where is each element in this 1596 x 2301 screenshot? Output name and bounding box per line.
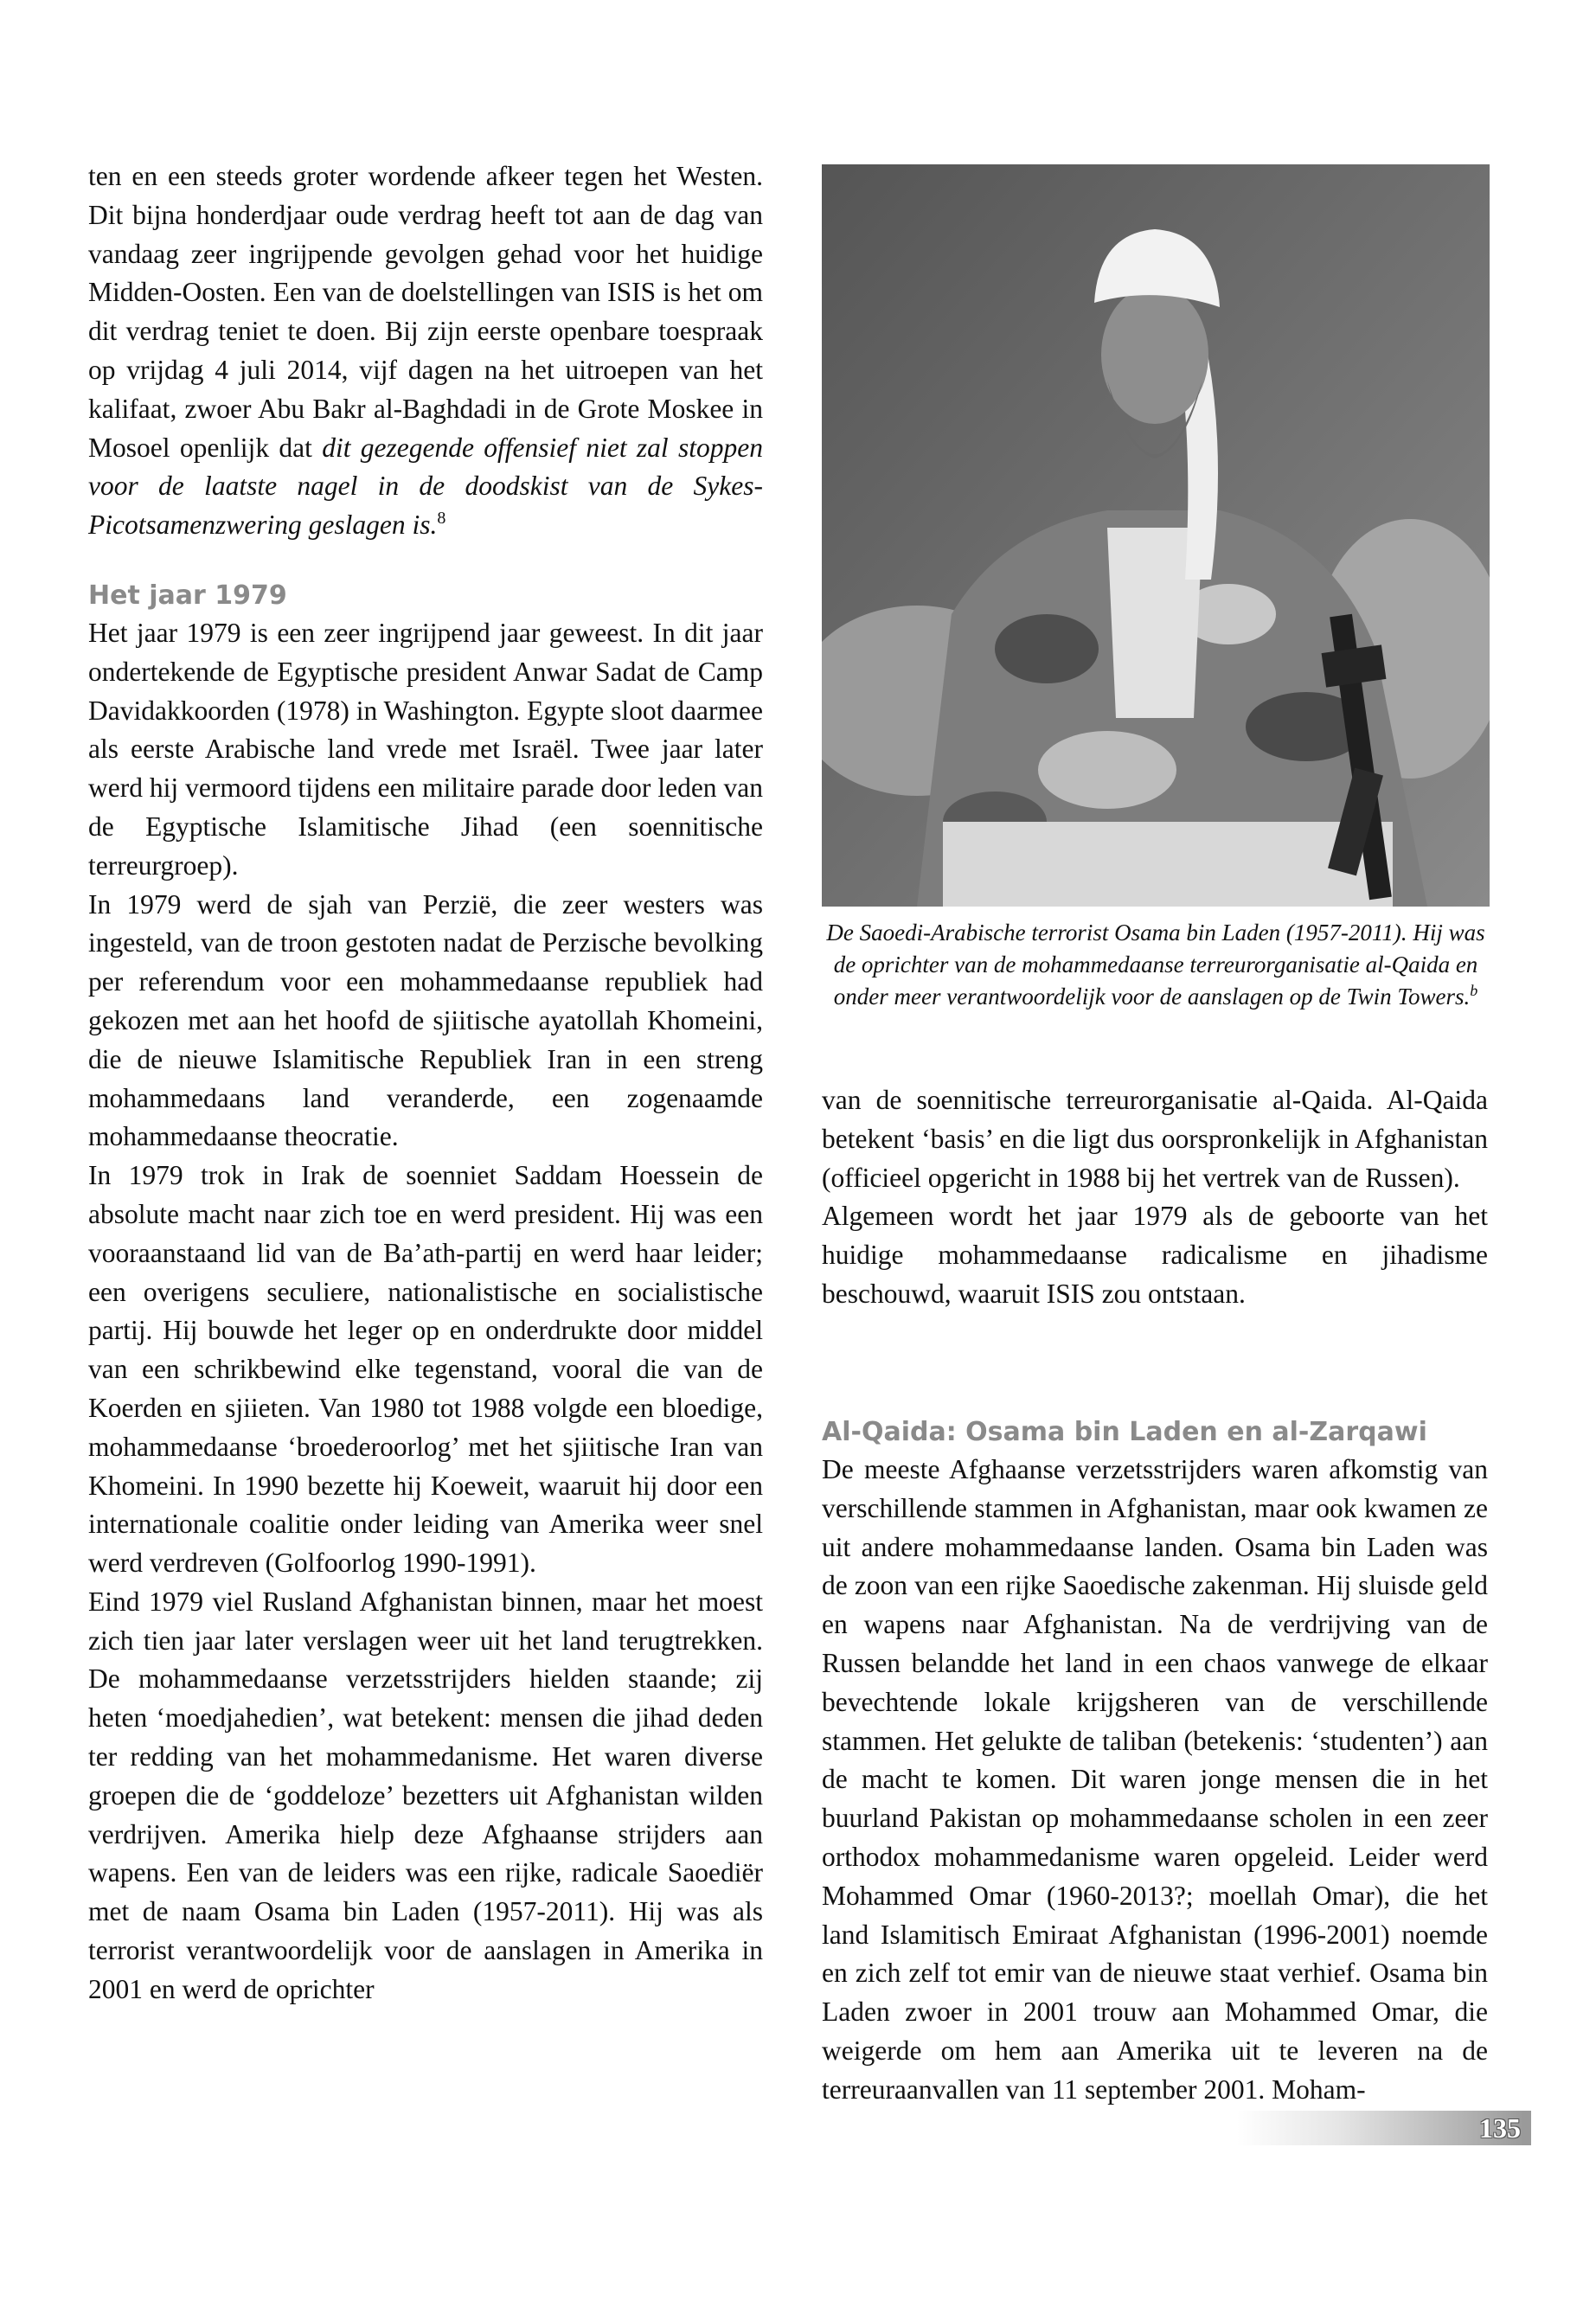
paragraph: Het jaar 1979 is een zeer ingrijpend jaar geweest. In dit jaar ondertekende de Egyptische president Anwar Sadat de Camp Davidakkoorden (1978) in Washington. Egypte sloot daarmee als eerste Arabische land vrede met Israël. Twee jaar later werd hij vermoord tijdens een militaire parade door leden van de Egyptische Islamitische Jihad (een soennitische terreurgroep). (88, 617, 763, 881)
footnote-marker: 8 (437, 509, 446, 529)
section-heading-alqaida: Al-Qaida: Osama bin Laden en al-Zarqawi (822, 1417, 1427, 1447)
paragraph: Eind 1979 viel Rusland Afghanistan binnen, maar het moest zich tien jaar later verslagen weer uit het land terugtrekken. De mohammedaanse verzetsstrijders hielden staande; zij heten ‘moedjahedien’, wat betekent: mensen die jihad deden ter redding van het mohammedanisme. Het waren diverse groepen die de ‘goddeloze’ bezetters uit Afghanistan wilden verdrijven. Amerika hielp deze Afghaanse strijders aan wapens. Een van de leiders was een rijke, radicale Saoediër met de naam Osama bin Laden (1957-2011). Hij was als terrorist verantwoordelijk voor de aanslagen in Amerika in 2001 en werd de oprichter (88, 1586, 763, 2004)
left-column (88, 157, 763, 2009)
section-heading-1979: Het jaar 1979 (88, 580, 287, 611)
footnote-marker: b (1470, 982, 1478, 999)
page-number: 135 (1479, 2112, 1521, 2144)
right-column-top (822, 1081, 1488, 1314)
paragraph: In 1979 trok in Irak de soenniet Saddam Hoessein de absolute macht naar zich toe en werd president. Hij was een vooraanstaand lid van de Ba’ath-partij en werd haar leider; een overigens seculiere, nationalistische en socialistische partij. Hij bouwde het leger op en onderdrukte door middel van een schrikbewind elke tegenstand, vooral die van de Koerden en sjiieten. Van 1980 tot 1988 volgde een bloedige, mohammedaanse ‘broederoorlog’ met het sjiitische Iran van Khomeini. In 1990 bezette hij Koeweit, waaruit hij door een internationale coalitie onder leiding van Amerika weer snel werd verdreven (Golfoorlog 1990-1991). (88, 1160, 763, 1579)
photo-illustration (822, 164, 1490, 907)
portrait-photo (822, 164, 1490, 907)
paragraph: van de soennitische terreurorganisatie al-Qaida. Al-Qaida betekent ‘basis’ en die ligt dus oorspronkelijk in Afghanistan (officieel opgericht in 1988 bij het vertrek van de Russen). (822, 1085, 1488, 1193)
paragraph: Algemeen wordt het jaar 1979 als de geboorte van het huidige mohammedaanse radicalisme en jihadisme beschouwd, waaruit ISIS zou ontstaan. (822, 1201, 1488, 1309)
photo-caption: De Saoedi-Arabische terrorist Osama bin Laden (1957-2011). Hij was de oprichter van de mohammedaanse terreurorganisatie al-Qaida en onder meer verantwoordelijk voor de aanslagen op de Twin Towers.$^b$ (826, 920, 1485, 1009)
page-number-bar (1237, 2111, 1524, 2145)
page-edge-tab (1522, 2111, 1531, 2145)
right-column-bottom (822, 1414, 1488, 2110)
paragraph: ten en een steeds groter wordende afkeer tegen het Westen. Dit bijna honderdjaar oude verdrag heeft tot aan de dag van vandaag zeer ingrijpende gevolgen gehad voor het huidige Midden-Oosten. Een van de doelstellingen van ISIS is het om dit verdrag teniet te doen. Bij zijn eerste openbare toespraak op vrijdag 4 juli 2014, vijf dagen na het uitroepen van het kalifaat, zwoer Abu Bakr al-Baghdadi in de Grote Moskee in Mosoel openlijk dat dit gezegende offensief niet zal stoppen voor de laatste nagel in de doodskist van de Sykes-Picotsamenzwering geslagen is.$^8$ (88, 161, 763, 541)
paragraph: De meeste Afghaanse verzetsstrijders waren afkomstig van verschillende stammen in Afghanistan, maar ook kwamen ze uit andere mohammedaanse landen. Osama bin Laden was de zoon van een rijke Saoedische zakenman. Hij sluisde geld en wapens naar Afghanistan. Na de verdrijving van de Russen belandde het land in een chaos vanwege de elkaar bevechtende lokale krijgsheren van de verschillende stammen. Het gelukte de taliban (betekenis: ‘studenten’) aan de macht te komen. Dit waren jonge mensen die in het buurland Pakistan op mohammedaanse scholen in een zeer orthodox mohammedanisme waren opgeleid. Leider werd Mohammed Omar (1960-2013?; moellah Omar), die het land Islamitisch Emiraat Afghanistan (1996-2001) noemde en zich zelf tot emir van de nieuwe staat verhief. Osama bin Laden zwoer in 2001 trouw aan Mohammed Omar, die weigerde om hem aan Amerika uit te leveren na de terreuraanvallen van 11 september 2001. Moham- (822, 1454, 1488, 2105)
paragraph: In 1979 werd de sjah van Perzië, die zeer westers was ingesteld, van de troon gestoten nadat de Perzische bevolking per referendum voor een mohammedaanse republiek had gekozen met aan het hoofd de sjiitische ayatollah Khomeini, die de nieuwe Islamitische Republiek Iran in een streng mohammedaans land veranderde, een zogenaamde mohammedaanse theocratie. (88, 888, 763, 1152)
quote: dit gezegende offensief niet zal stoppen voor de laatste nagel in de doodskist van de Sykes-Picotsamenzwering geslagen is. (88, 432, 763, 541)
